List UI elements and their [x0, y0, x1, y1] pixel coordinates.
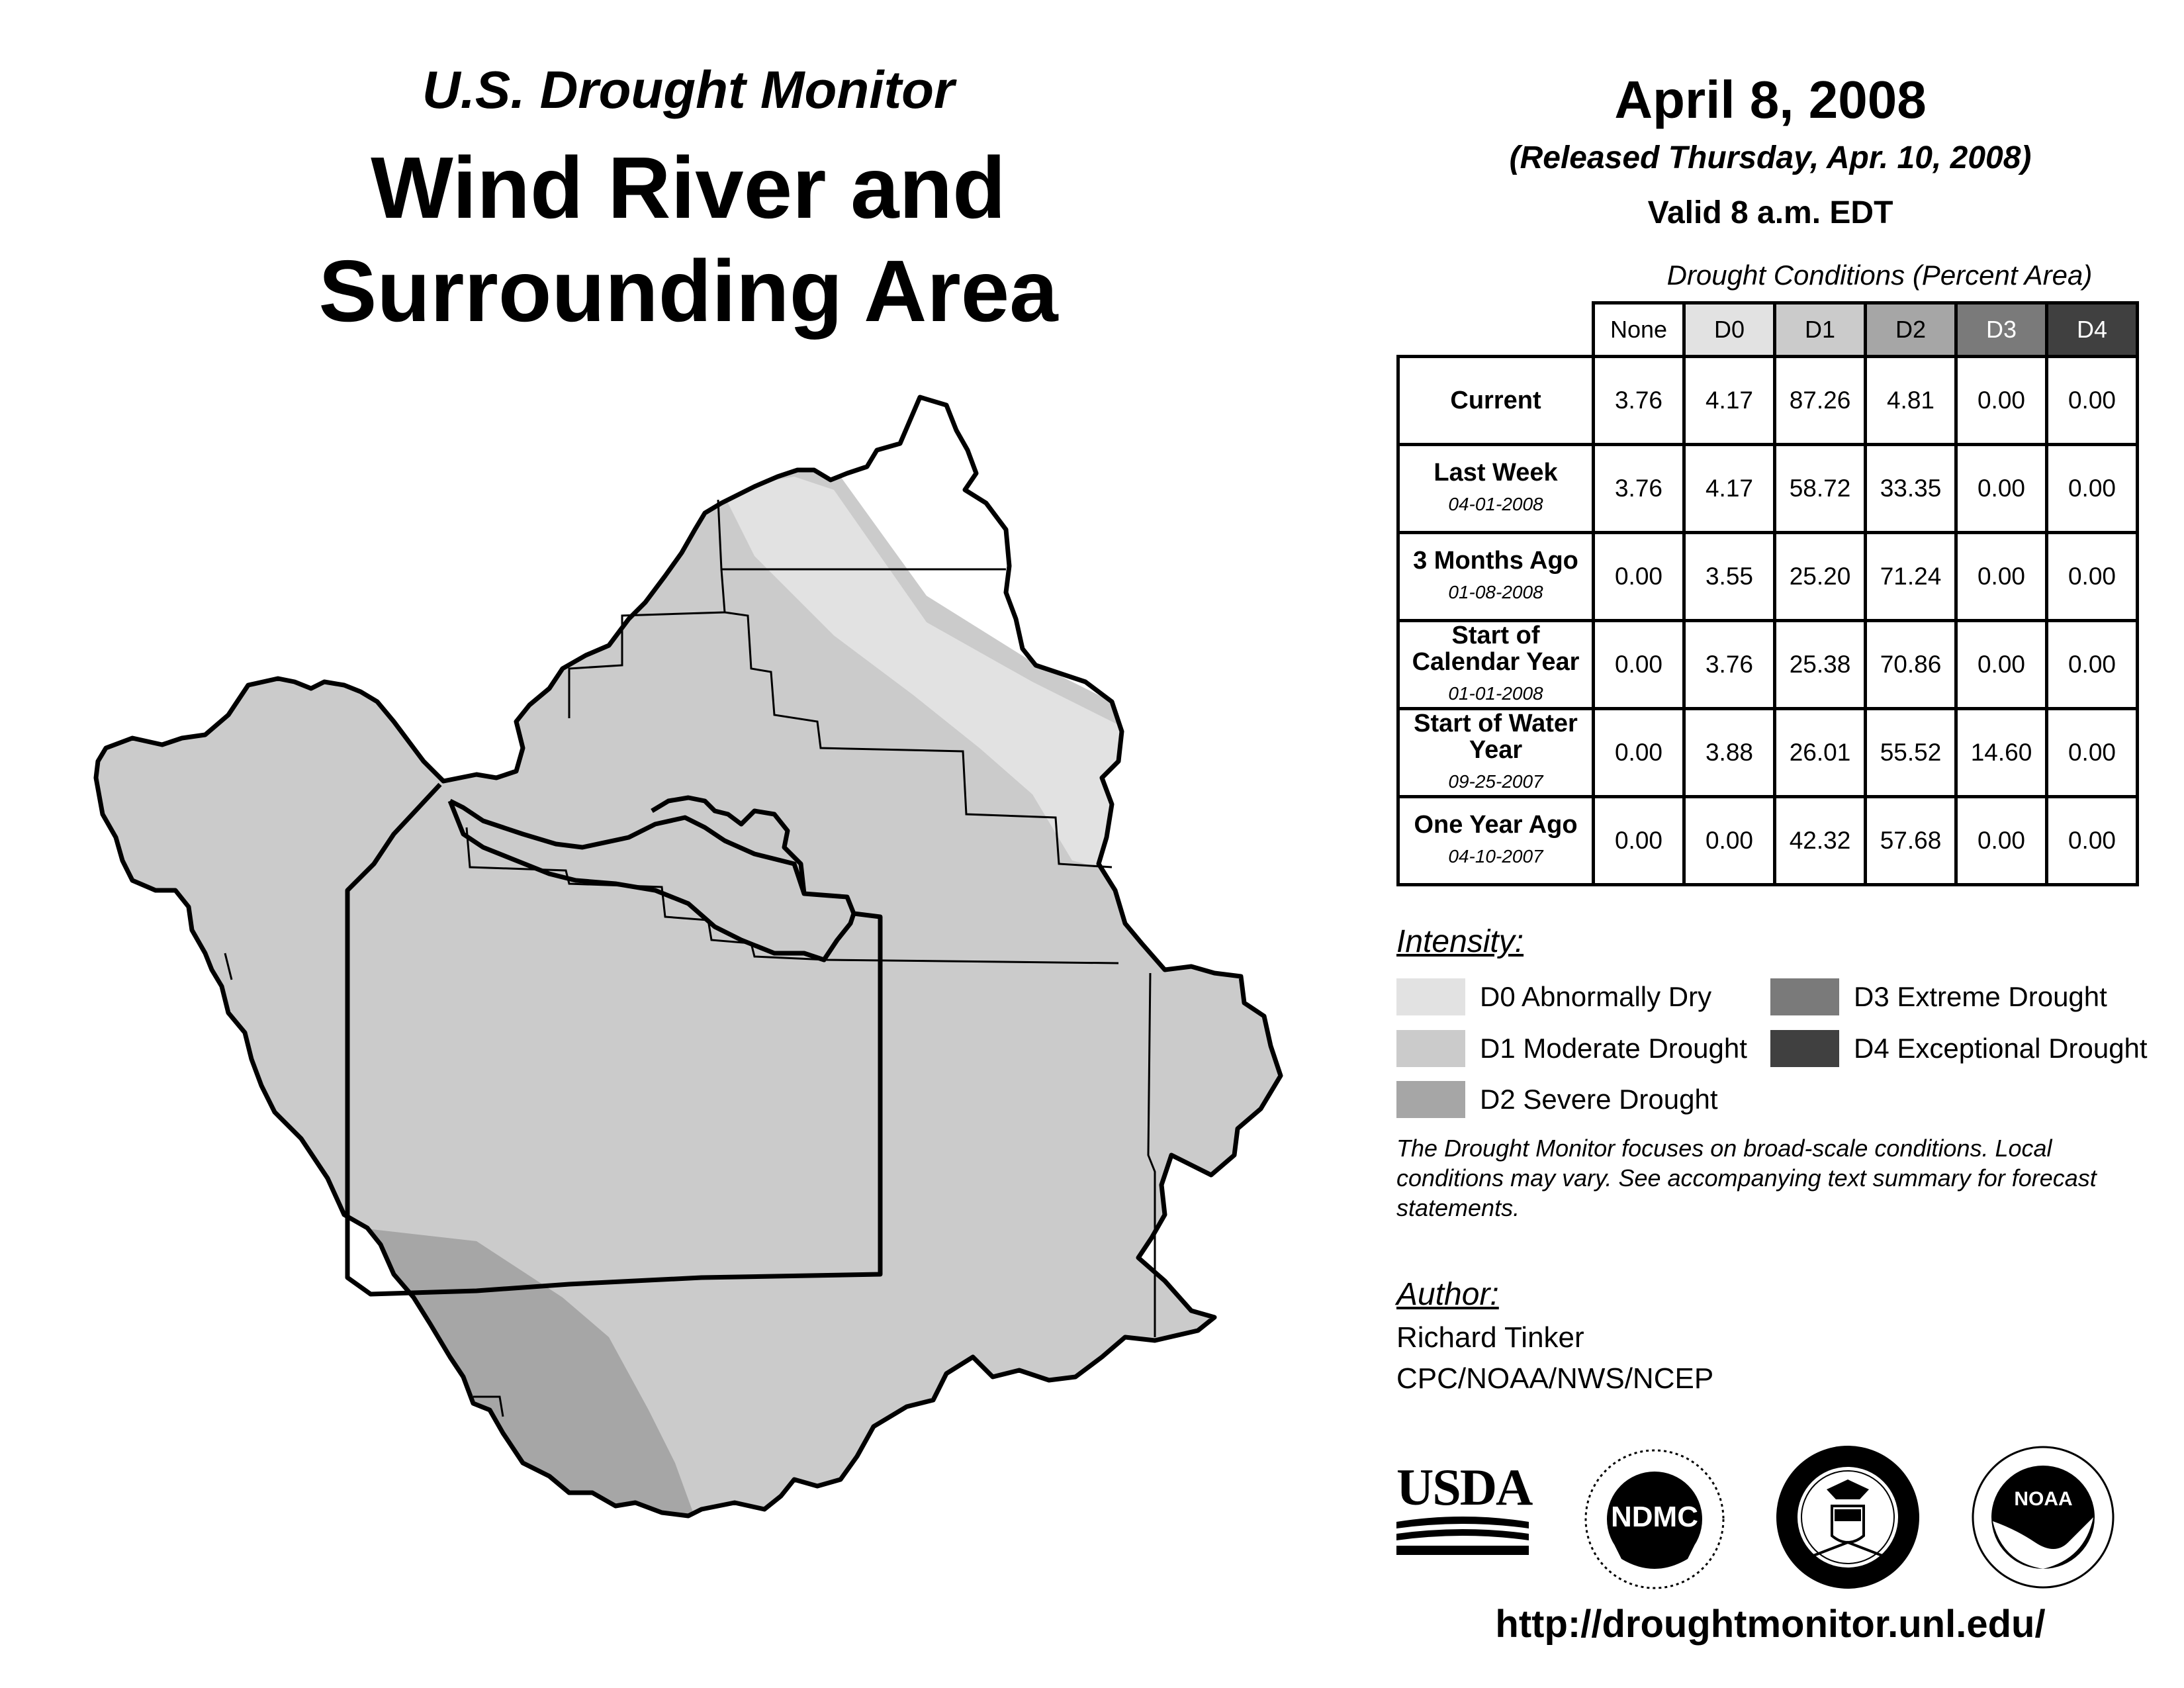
date-block	[1423, 70, 2118, 231]
map-subtitle: U.S. Drought Monitor	[422, 60, 955, 119]
commerce-seal	[1774, 1443, 1923, 1592]
legend-item-d1	[1396, 1030, 1747, 1067]
drought-conditions-table	[1396, 301, 2139, 886]
author-name: Richard Tinker	[1396, 1321, 1584, 1354]
legend-item-d0	[1396, 978, 1711, 1015]
row-label	[1398, 533, 1594, 621]
table-row-last-week	[1398, 445, 2138, 533]
cell-d3: 14.60	[1956, 709, 2047, 797]
cell-d3: 0.00	[1956, 797, 2047, 885]
map-title-line1: Wind River and	[371, 139, 1006, 236]
cell-d4: 0.00	[2047, 445, 2138, 533]
table-row-one-year-ago	[1398, 797, 2138, 885]
cell-d2: 55.52	[1866, 709, 1956, 797]
col-header-none: None	[1594, 303, 1684, 357]
cell-d4: 0.00	[2047, 357, 2138, 445]
legend-swatch-d3	[1770, 978, 1839, 1015]
col-header-d2: D2	[1866, 303, 1956, 357]
map-date: April 8, 2008	[1614, 70, 1927, 129]
legend-text-d4: D4 Exceptional Drought	[1854, 1033, 2148, 1064]
row-label-date: 09-25-2007	[1448, 771, 1543, 792]
usda-logo	[1396, 1458, 1532, 1559]
table-corner	[1398, 303, 1594, 357]
legend-text-d0: D0 Abnormally Dry	[1480, 981, 1712, 1012]
cell-d0: 3.76	[1684, 621, 1775, 709]
row-label	[1398, 621, 1594, 709]
usda-logo-text: USDA	[1396, 1458, 1532, 1516]
ndmc-logo-text: NDMC	[1611, 1501, 1698, 1533]
col-header-d1: D1	[1775, 303, 1866, 357]
row-label-text: Start of Calendar Year	[1412, 622, 1580, 676]
table-header-row	[1398, 303, 2138, 357]
legend-item-d2	[1396, 1081, 1718, 1118]
cell-d1: 87.26	[1775, 357, 1866, 445]
legend-text-d2: D2 Severe Drought	[1480, 1084, 1718, 1115]
map-title-line2: Surrounding Area	[318, 242, 1058, 340]
author-org: CPC/NOAA/NWS/NCEP	[1396, 1362, 1714, 1395]
legend-swatch-d4	[1770, 1030, 1839, 1067]
row-label-date: 04-01-2008	[1448, 494, 1543, 514]
row-label	[1398, 709, 1594, 797]
row-label-date: 01-08-2008	[1448, 582, 1543, 602]
table-row-current	[1398, 357, 2138, 445]
commerce-seal-icon	[1774, 1443, 1923, 1592]
row-label-date: 01-01-2008	[1448, 683, 1543, 704]
author-label: Author:	[1396, 1277, 1499, 1312]
cell-d4: 0.00	[2047, 709, 2138, 797]
cell-d2: 4.81	[1866, 357, 1956, 445]
noaa-logo-text: NOAA	[2014, 1488, 2073, 1510]
col-header-d0: D0	[1684, 303, 1775, 357]
cell-d2: 71.24	[1866, 533, 1956, 621]
cell-d1: 25.38	[1775, 621, 1866, 709]
legend-text-d3: D3 Extreme Drought	[1854, 981, 2107, 1012]
row-label-text: 3 Months Ago	[1413, 547, 1578, 575]
cell-d3: 0.00	[1956, 533, 2047, 621]
table-row-3-months-ago	[1398, 533, 2138, 621]
website-url[interactable]: http://droughtmonitor.unl.edu/	[1495, 1603, 2046, 1646]
cell-d1: 25.20	[1775, 533, 1866, 621]
valid-time: Valid 8 a.m. EDT	[1647, 195, 1893, 230]
cell-d0: 3.55	[1684, 533, 1775, 621]
row-label-text: Last Week	[1433, 459, 1558, 487]
legend-item-d3	[1770, 978, 2107, 1015]
release-date: (Released Thursday, Apr. 10, 2008)	[1509, 140, 2032, 175]
disclaimer: The Drought Monitor focuses on broad-scale conditions. Local conditions may vary. See accompanying text summary for forecast statements.	[1396, 1135, 2097, 1221]
table-caption: Drought Conditions (Percent Area)	[1666, 259, 2093, 291]
cell-none: 0.00	[1594, 797, 1684, 885]
cell-d4: 0.00	[2047, 533, 2138, 621]
cell-d4: 0.00	[2047, 621, 2138, 709]
row-label	[1398, 797, 1594, 885]
row-label-text: Start of Water Year	[1414, 710, 1578, 764]
intensity-label: Intensity:	[1396, 924, 1524, 959]
table-row-start-calendar-year	[1398, 621, 2138, 709]
cell-d2: 70.86	[1866, 621, 1956, 709]
col-header-d4: D4	[2047, 303, 2138, 357]
cell-none: 3.76	[1594, 445, 1684, 533]
legend-swatch-d2	[1396, 1081, 1465, 1118]
cell-d3: 0.00	[1956, 621, 2047, 709]
cell-d1: 58.72	[1775, 445, 1866, 533]
legend-swatch-d0	[1396, 978, 1465, 1015]
usda-stripes-icon	[1396, 1515, 1529, 1556]
noaa-seal-icon	[1969, 1443, 2118, 1592]
cell-d3: 0.00	[1956, 445, 2047, 533]
cell-none: 0.00	[1594, 709, 1684, 797]
row-label-text: Current	[1450, 387, 1541, 414]
cell-d4: 0.00	[2047, 797, 2138, 885]
cell-d2: 33.35	[1866, 445, 1956, 533]
cell-none: 0.00	[1594, 621, 1684, 709]
cell-d3: 0.00	[1956, 357, 2047, 445]
cell-d1: 26.01	[1775, 709, 1866, 797]
cell-d0: 4.17	[1684, 357, 1775, 445]
row-label	[1398, 357, 1594, 445]
noaa-logo	[1969, 1443, 2118, 1592]
table-row-start-water-year	[1398, 709, 2138, 797]
cell-d0: 3.88	[1684, 709, 1775, 797]
cell-d2: 57.68	[1866, 797, 1956, 885]
cell-d0: 4.17	[1684, 445, 1775, 533]
legend-text-d1: D1 Moderate Drought	[1480, 1033, 1747, 1064]
row-label-date: 04-10-2007	[1448, 846, 1543, 867]
legend-swatch-d1	[1396, 1030, 1465, 1067]
row-label	[1398, 445, 1594, 533]
row-label-text: One Year Ago	[1414, 811, 1578, 839]
cell-d0: 0.00	[1684, 797, 1775, 885]
cell-none: 0.00	[1594, 533, 1684, 621]
ndmc-logo	[1582, 1446, 1727, 1592]
cell-none: 3.76	[1594, 357, 1684, 445]
col-header-d3: D3	[1956, 303, 2047, 357]
cell-d1: 42.32	[1775, 797, 1866, 885]
legend-item-d4	[1770, 1030, 2148, 1067]
